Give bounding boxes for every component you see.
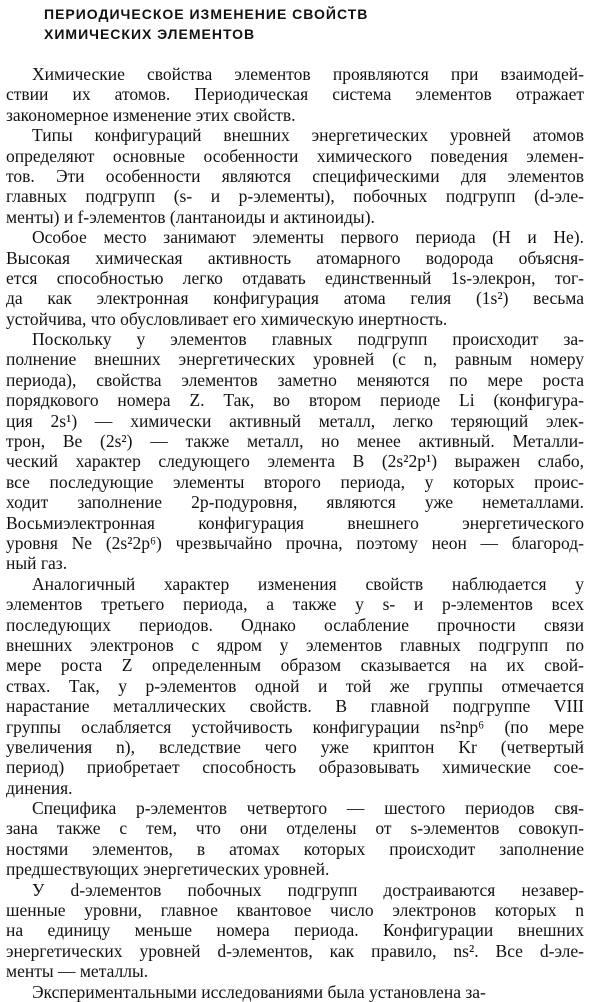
text-line: период) приобретает способность образовывать химические сое-	[6, 757, 584, 778]
text-line: главных подгрупп (s- и p-элементы), побочных подгрупп (d-эле-	[6, 186, 584, 207]
paragraph	[6, 982, 584, 1002]
text-line: Аналогичный характер изменения свойств наблюдается у	[32, 573, 584, 594]
text-line: на единицу меньше номера периода. Конфигурации внешних	[6, 920, 584, 941]
text-line: Восьмиэлектронная конфигурация внешнего энергетического	[6, 512, 584, 533]
text-line: закономерное изменение этих свойств.	[6, 104, 296, 125]
paragraph	[6, 64, 584, 125]
text-line: шенные уровни, главное квантовое число электронов которых n	[6, 900, 584, 921]
text-line: Химические свойства элементов проявляются при взаимодей-	[32, 64, 584, 84]
text-line: ция 2s¹) — химически активный металл, легко теряющий элек-	[6, 410, 584, 431]
text-line: энергетических уровней d-элементов, как правило, ns². Все d-эле-	[6, 940, 584, 961]
text-line: зана также с тем, что они отделены от s-элементов совокуп-	[6, 818, 584, 839]
text-line: ходит заполнение 2p-подуровня, являются уже неметаллами.	[6, 492, 584, 513]
text-line: Особое место занимают элементы первого периода (H и He).	[32, 227, 584, 248]
text-line: ствах. Так, у p-элементов одной и той же группы отмечается	[6, 675, 584, 696]
paragraph	[6, 880, 584, 982]
text-line: ствии их атомов. Периодическая система элементов отражает	[6, 84, 584, 105]
text-line: группы ослабляется устойчивость конфигурации ns²np⁶ (по мере	[6, 716, 584, 737]
text-line: ностями элементов, в атомах которых происходит заполнение	[6, 838, 584, 859]
paragraph	[6, 798, 584, 880]
text-line: ется способностью легко отдавать единственный 1s-элекрон, тог-	[6, 267, 584, 288]
text-line: все последующие элементы второго периода, у которых проис-	[6, 471, 584, 492]
paragraph	[6, 227, 584, 329]
section-heading	[44, 4, 368, 44]
text-line: последующих периодов. Однако ослабление прочности связи	[6, 614, 584, 635]
body-text	[6, 64, 584, 1002]
text-line: элементов третьего периода, а также у s- и p-элементов всех	[6, 594, 584, 615]
text-line: Типы конфигураций внешних энергетических уровней атомов	[32, 125, 584, 146]
text-line: нарастание металлических свойств. В главной подгруппе VIII	[6, 696, 584, 717]
text-line: уровня Ne (2s²2p⁶) чрезвычайно прочна, поэтому неон — благород-	[6, 532, 584, 553]
heading-line: ПЕРИОДИЧЕСКОЕ ИЗМЕНЕНИЕ СВОЙСТВ	[44, 6, 369, 22]
text-line: тов. Эти особенности являются специфическими для элементов	[6, 165, 584, 186]
text-line: устойчива, что обусловливает его химическую инертность.	[6, 308, 448, 329]
paragraph	[6, 329, 584, 574]
text-line: трон, Be (2s²) — также металл, но менее активный. Металли-	[6, 431, 584, 452]
text-line: предшествующих энергетических уровней.	[6, 859, 330, 880]
text-line: менты) и f-элементов (лантаноиды и актиноиды).	[6, 206, 375, 227]
text-line: мере роста Z определенным образом сказывается на их свой-	[6, 655, 584, 676]
text-line: порядкового номера Z. Так, во втором периоде Li (конфигура-	[6, 390, 584, 411]
text-line: ный газ.	[6, 553, 68, 574]
text-line: динения.	[6, 777, 73, 798]
text-line: определяют основные особенности химического поведения элемен-	[6, 145, 584, 166]
paragraph	[6, 125, 584, 227]
text-line: внешних электронов с ядром у элементов главных подгрупп по	[6, 634, 584, 655]
text-line: да как электронная конфигурация атома гелия (1s²) весьма	[6, 288, 584, 309]
paragraph	[6, 574, 584, 798]
text-line: У d-элементов побочных подгрупп достраиваются незавер-	[32, 879, 584, 900]
text-line: увеличения n), вследствие чего уже криптон Kr (четвертый	[6, 736, 584, 757]
text-line: Специфика p-элементов четвертого — шестого периодов свя-	[32, 798, 584, 819]
text-line: ческий характер следующего элемента B (2s²2p¹) выражен слабо,	[6, 451, 584, 472]
heading-line: ХИМИЧЕСКИХ ЭЛЕМЕНТОВ	[44, 26, 256, 42]
text-line: Поскольку у элементов главных подгрупп происходит за-	[32, 329, 584, 350]
text-line: полнение внешних энергетических уровней (с n, равным номеру	[6, 349, 584, 370]
text-line: менты — металлы.	[6, 961, 149, 982]
text-line: Экспериментальными исследованиями была установлена за-	[32, 981, 486, 1002]
text-line: периода), свойства элементов заметно меняются по мере роста	[6, 369, 584, 390]
text-line: Высокая химическая активность атомарного водорода объясня-	[6, 247, 584, 268]
